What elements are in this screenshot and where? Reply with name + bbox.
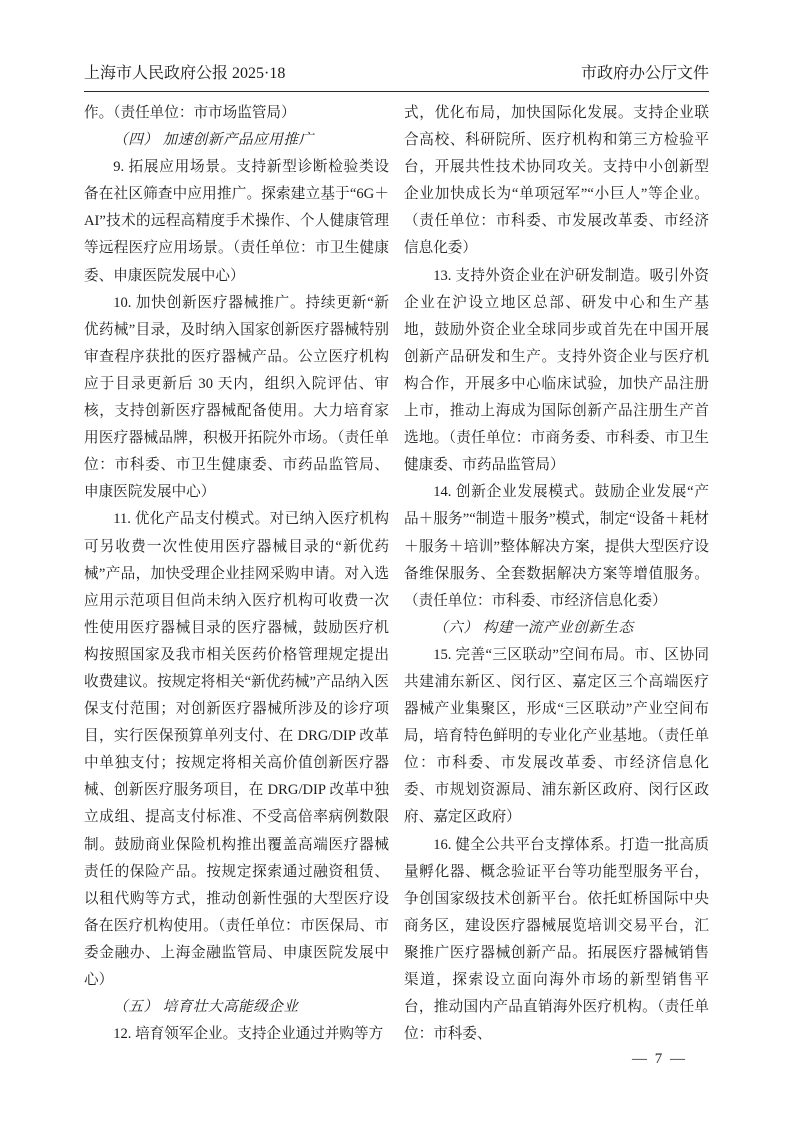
body-paragraph: 9. 拓展应用场景。支持新型诊断检验类设备在社区筛查中应用推广。探索建立基于“6G＋AI”技术的远程高精度手术操作、个人健康管理等远程医疗应用场景。（责任单位：市卫生健康委、申康医院发展中心） [84, 159, 389, 284]
section-heading: （四） 加速创新产品应用推广 [113, 132, 314, 149]
gazette-title: 上海市人民政府公报 2025·18 [84, 65, 286, 82]
page-number: — 7 — [632, 1051, 687, 1068]
right-column [404, 100, 709, 1048]
body-paragraph: 式，优化布局，加快国际化发展。支持企业联合高校、科研院所、医疗机构和第三方检验平台，开展共性技术协同攻关。支持中小创新型企业加快成长为“单项冠军”“小巨人”等企业。（责任单位：市科委、市发展改革委、市经济信息化委） [404, 105, 709, 257]
body-paragraph: 10. 加快创新医疗器械推广。持续更新“新优药械”目录，及时纳入国家创新医疗器械特别审查程序获批的医疗器械产品。公立医疗机构应于目录更新后 30 天内，组织入院评估、审核，支持创新医疗器械配备使用。大力培育家用医疗器械品牌，积极开拓院外市场。（责任单位：市科委、市卫生健康委、市药品监管局、申康医院发展中心） [84, 294, 389, 501]
section-heading: （六） 构建一流产业创新生态 [433, 619, 634, 636]
doc-category: 市政府办公厅文件 [580, 65, 709, 82]
page-header [84, 60, 709, 92]
body-paragraph: 11. 优化产品支付模式。对已纳入医疗机构可另收费一次性使用医疗器械目录的“新优药械”产品，加快受理企业挂网采购申请。对入选应用示范项目但尚未纳入医疗机构可收费一次性使用医疗器械目录的医疗器械，鼓励医疗机构按照国家及我市相关医药价格管理规定提出收费建议。按规定将相关“新优药械”产品纳入医保支付范围；对创新医疗器械所涉及的诊疗项目，实行医保预算单列支付、在 DRG/DIP 改革中单独支付；按规定将相关高价值创新医疗器械、创新医疗服务项目，在 DRG/DIP 改革中独立成组、提高支付标准、不受高倍率病例数限制。鼓励商业保险机构推出覆盖高端医疗器械责任的保险产品。按规定探索通过融资租赁、以租代购等方式，推动创新性强的大型医疗设备在医疗机构使用。（责任单位：市医保局、市委金融办、上海金融监管局、申康医院发展中心） [84, 511, 389, 988]
body-paragraph: 15. 完善“三区联动”空间布局。市、区协同共建浦东新区、闵行区、嘉定区三个高端医疗器械产业集聚区，形成“三区联动”产业空间布局，培育特色鲜明的专业化产业基地。（责任单位：市科委、市发展改革委、市经济信息化委、市规划资源局、浦东新区政府、闵行区政府、嘉定区政府） [404, 646, 709, 826]
left-column [84, 100, 389, 1048]
section-heading: （五） 培育壮大高能级企业 [113, 999, 299, 1016]
body-paragraph: 作。（责任单位：市市场监管局） [84, 105, 296, 121]
two-column-body [84, 100, 709, 1048]
body-paragraph: 14. 创新企业发展模式。鼓励企业发展“产品＋服务”“制造＋服务”模式，制定“设备＋耗材＋服务＋培训”整体解决方案，提供大型医疗设备维保服务、全套数据解决方案等增值服务。（责任单位：市科委、市经济信息化委） [404, 484, 709, 609]
body-paragraph: 13. 支持外资企业在沪研发制造。吸引外资企业在沪设立地区总部、研发中心和生产基地，鼓励外资企业全球同步或首先在中国开展创新产品研发和生产。支持外资企业与医疗机构合作，开展多中心临床试验，加快产品注册上市，推动上海成为国际创新产品注册生产首选地。（责任单位：市商务委、市科委、市卫生健康委、市药品监管局） [404, 267, 709, 474]
body-paragraph: 16. 健全公共平台支撑体系。打造一批高质量孵化器、概念验证平台等功能型服务平台，争创国家级技术创新平台。依托虹桥国际中央商务区，建设医疗器械展览培训交易平台，汇聚推广医疗器械创新产品。拓展医疗器械销售渠道，探索设立面向海外市场的新型销售平台，推动国内产品直销海外医疗机构。（责任单位：市科委、 [404, 836, 709, 1043]
body-paragraph: 12. 培育领军企业。支持企业通过并购等方 [113, 1026, 384, 1043]
